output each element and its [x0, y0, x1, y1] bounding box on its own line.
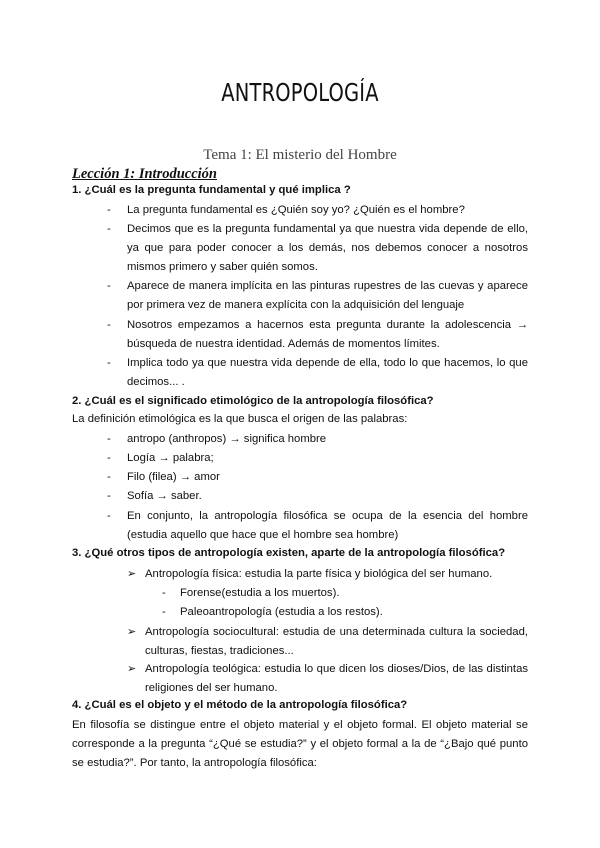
sub-list-item: - Paleoantropología (estudia a los restos).	[180, 603, 383, 622]
document-title: ANTROPOLOGÍA	[221, 78, 379, 107]
question-4-heading: 4. ¿Cuál es el objeto y el método de la antropología filosófica?	[72, 699, 408, 711]
list-item: - Decimos que es la pregunta fundamental ya que nuestra vida depende de ello, ya que para poder conocer a los demás, nos debemos conocer a nosotros mismos primero y saber quién somos.	[127, 220, 528, 277]
list-item: - Implica todo ya que nuestra vida depende de ella, todo lo que hacemos, lo que decimos... .	[127, 354, 528, 392]
list-item: - antropo (anthropos) → significa hombre	[127, 430, 528, 449]
question-2-heading: 2. ¿Cuál es el significado etimológico de la antropología filosófica?	[72, 395, 434, 407]
list-item: - Aparece de manera implícita en las pinturas rupestres de las cuevas y aparece por primera vez de manera explícita con la adquisición del lenguaje	[127, 277, 528, 315]
dash-bullet: -	[107, 280, 111, 292]
arrow-bullet-icon: ➢	[127, 626, 137, 638]
list-item: - La pregunta fundamental es ¿Quién soy yo? ¿Quién es el hombre?	[127, 201, 528, 220]
list-item: - Nosotros empezamos a hacernos esta pregunta durante la adolescencia → búsqueda de nuestra identidad. Además de momentos límites.	[127, 316, 528, 354]
lesson-heading: Lección 1: Introducción	[72, 166, 217, 182]
dash-bullet: -	[162, 606, 166, 618]
list-item: - Filo (filea) → amor	[127, 468, 528, 487]
arrow-bullet-icon: ➢	[127, 663, 137, 675]
arrow-bullet-icon: ➢	[127, 568, 137, 580]
list-item: - En conjunto, la antropología filosófica se ocupa de la esencia del hombre (estudia aquello que hace que el hombre sea hombre)	[127, 507, 528, 545]
dash-bullet: -	[107, 433, 111, 445]
question-2-intro: La definición etimológica es la que busca el origen de las palabras:	[72, 413, 408, 425]
dash-bullet: -	[107, 357, 111, 369]
question-4-paragraph: En filosofía se distingue entre el objeto material y el objeto formal. El objeto material se corresponde a la pregunta “¿Qué se estudia?” y el objeto formal a la de “¿Bajo qué punto se estudia?”. Por tanto, la antropología filosófica:	[72, 719, 528, 769]
question-1-heading: 1. ¿Cuál es la pregunta fundamental y qué implica ?	[72, 184, 351, 196]
dash-bullet: -	[107, 319, 111, 331]
list-item: - Sofía → saber.	[127, 487, 528, 506]
list-item: ➢ Antropología física: estudia la parte física y biológica del ser humano.	[145, 565, 528, 584]
dash-bullet: -	[107, 204, 111, 216]
dash-bullet: -	[107, 471, 111, 483]
list-item: - Logía → palabra;	[127, 449, 528, 468]
list-item: ➢ Antropología sociocultural: estudia de una determinada cultura la sociedad, culturas, fiestas, tradiciones...	[145, 623, 528, 661]
dash-bullet: -	[107, 452, 111, 464]
dash-bullet: -	[107, 490, 111, 502]
sub-list-item: - Forense(estudia a los muertos).	[180, 584, 339, 603]
list-item: ➢ Antropología teológica: estudia lo que dicen los dioses/Dios, de las distintas religiones del ser humano.	[145, 660, 528, 698]
dash-bullet: -	[162, 587, 166, 599]
dash-bullet: -	[107, 510, 111, 522]
question-3-heading: 3. ¿Qué otros tipos de antropología existen, aparte de la antropología filosófica?	[72, 547, 506, 559]
dash-bullet: -	[107, 223, 111, 235]
topic-subtitle: Tema 1: El misterio del Hombre	[203, 147, 397, 163]
